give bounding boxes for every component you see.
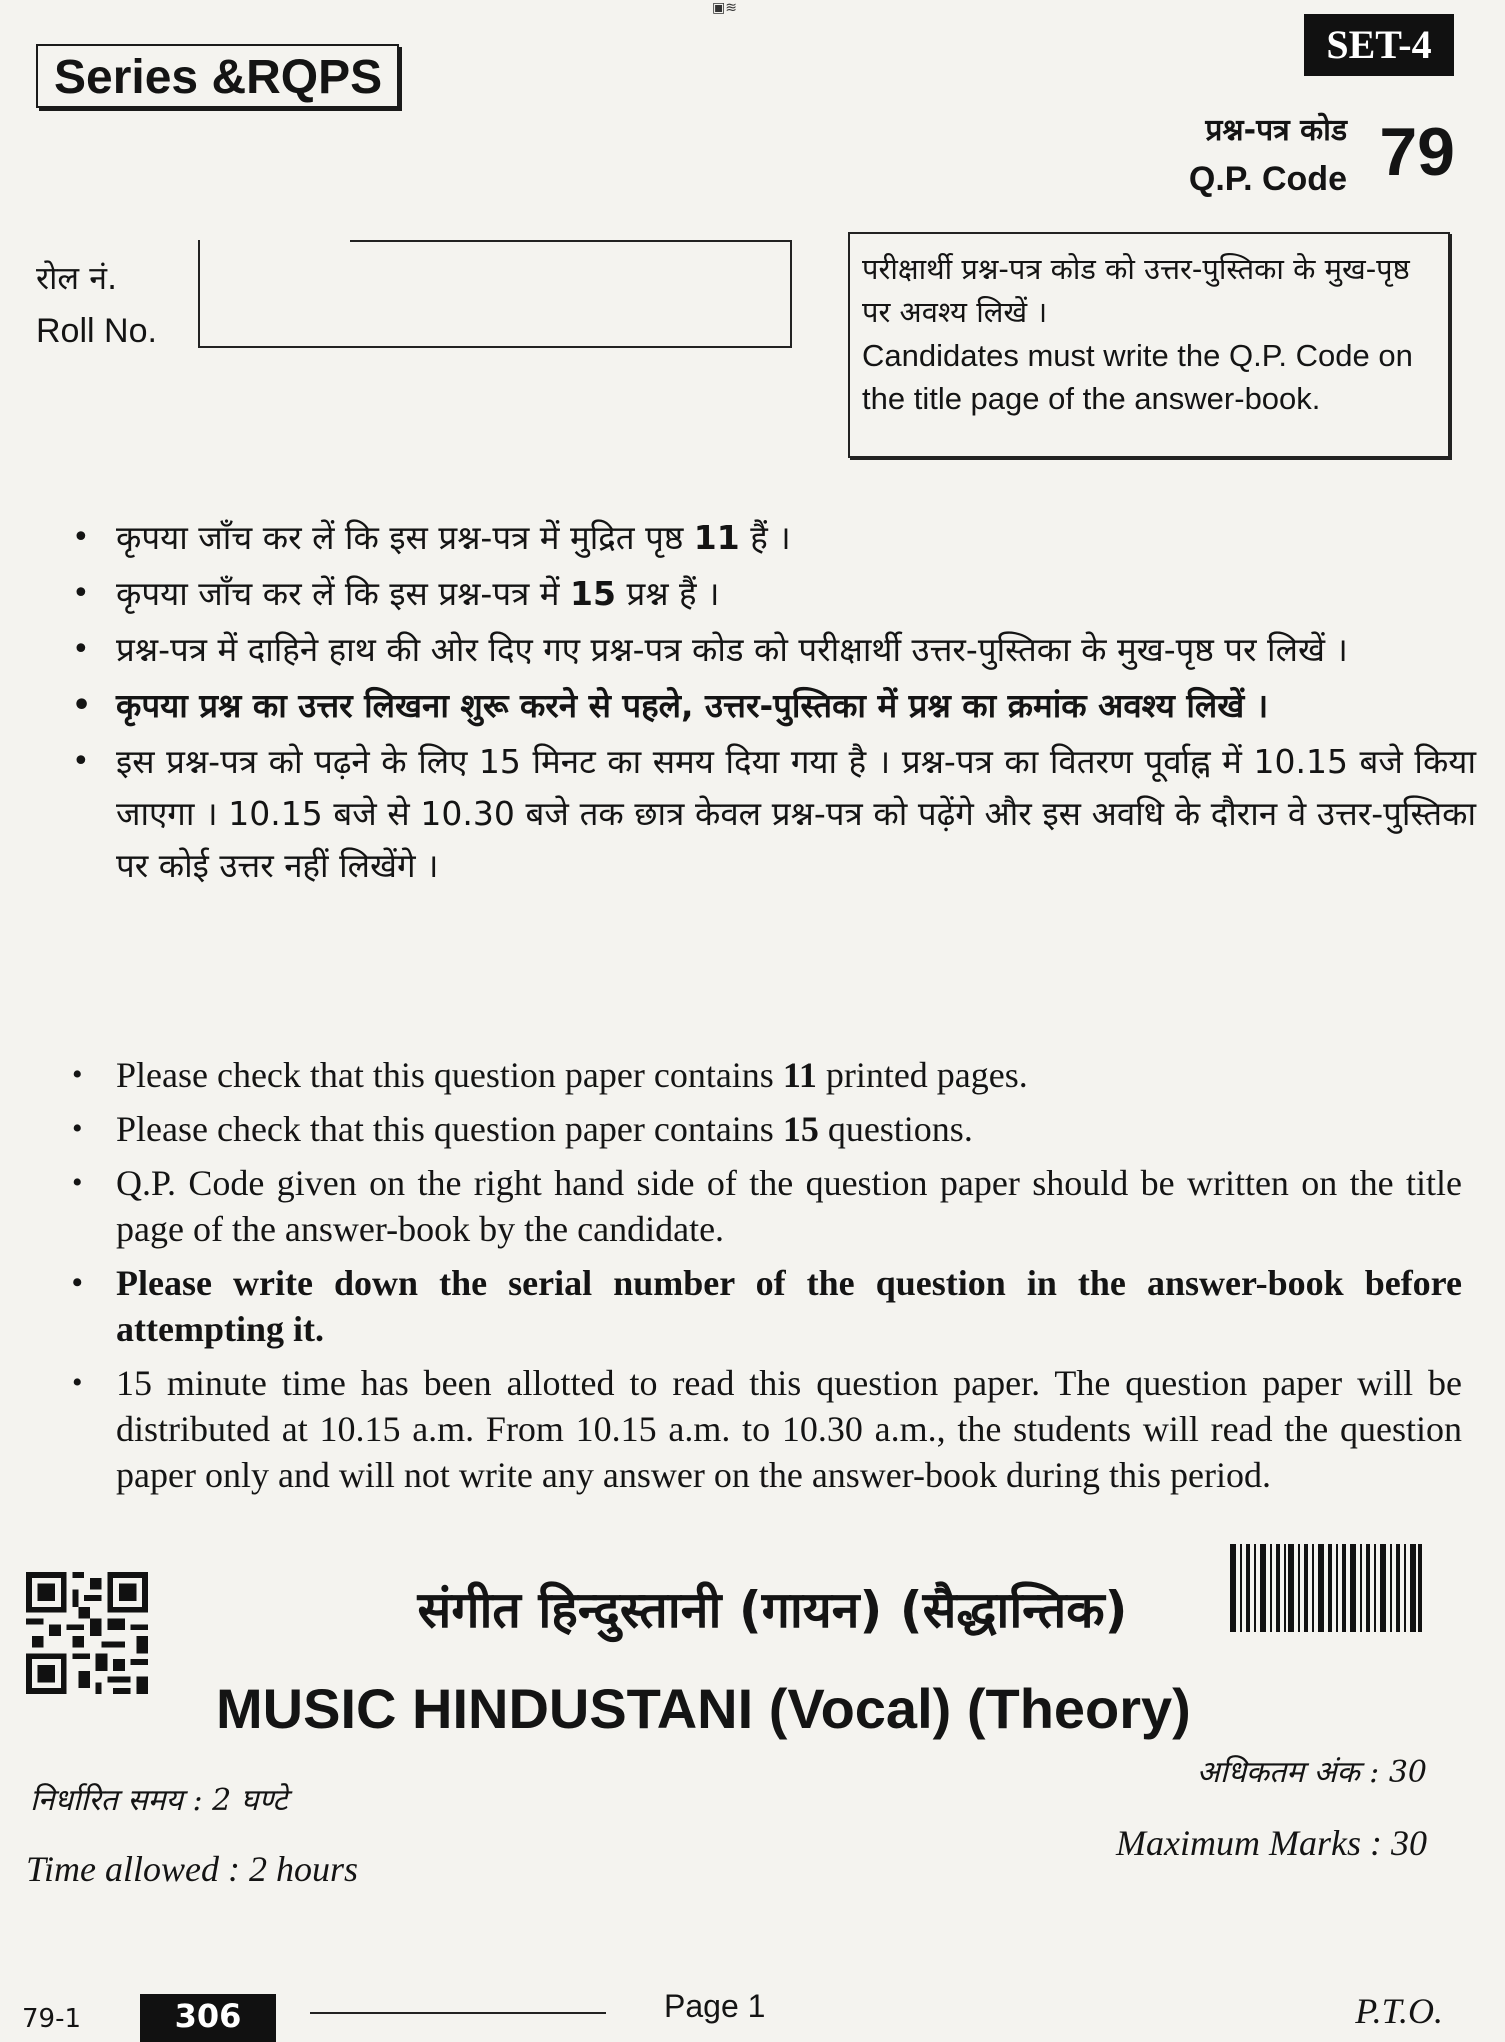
series-label: Series &RQPS: [36, 44, 399, 108]
footer-code-badge: 306: [140, 1994, 276, 2042]
instruction-item: • Q.P. Code given on the right hand side of the question paper should be written on the title page of the answer-book by the candidate.: [116, 1160, 1462, 1252]
roll-label: Roll No.: [36, 312, 157, 350]
maximum-marks-hindi: अधिकतम अंक : 30: [1196, 1755, 1427, 1790]
maximum-marks: Maximum Marks : 30: [1116, 1823, 1427, 1863]
footer-divider: [310, 2012, 606, 2014]
page-number: Page 1: [664, 1988, 766, 2024]
qp-code-label: Q.P. Code: [1188, 160, 1347, 198]
qp-code-note-box: [848, 232, 1450, 458]
subject-title: MUSIC HINDUSTANI (Vocal) (Theory): [216, 1677, 1191, 1740]
instruction-item: • Please write down the serial number of the question in the answer-book before attempting it.: [116, 1260, 1462, 1352]
instruction-item: • इस प्रश्न-पत्र को पढ़ने के लिए 15 मिनट का समय दिया गया है । प्रश्न-पत्र का वितरण पूर्वाह्न में 10.15 बजे किया जाएगा । 10.15 बजे से 10.30 बजे तक छात्र केवल प्रश्न-पत्र को पढ़ेंगे और इस अवधि के दौरान वे उत्तर-पुस्तिका पर कोई उत्तर नहीं लिखेंगे ।: [116, 736, 1476, 892]
qp-code-label-hindi: प्रश्न-पत्र कोड: [1205, 113, 1347, 148]
note-hindi: परीक्षार्थी प्रश्न-पत्र कोड को उत्तर-पुस्तिका के मुख-पृष्ठ पर अवश्य लिखें ।: [862, 252, 1410, 329]
instruction-item: • कृपया जाँच कर लें कि इस प्रश्न-पत्र में 15 प्रश्न हैं ।: [116, 568, 1476, 620]
instructions-english: [70, 1052, 1462, 1506]
time-allowed: Time allowed : 2 hours: [26, 1849, 359, 1889]
footer-paper-code: 79-1: [22, 2004, 82, 2034]
instruction-item: • प्रश्न-पत्र में दाहिने हाथ की ओर दिए गए प्रश्न-पत्र कोड को परीक्षार्थी उत्तर-पुस्तिका के मुख-पृष्ठ पर लिखें ।: [116, 624, 1476, 676]
subject-title-hindi: संगीत हिन्दुस्तानी (गायन) (सैद्धान्तिक): [417, 1581, 1128, 1639]
set-badge: SET-4: [1304, 14, 1454, 76]
roll-label-hindi: रोल नं.: [36, 259, 118, 297]
qp-code-number: 79: [1379, 114, 1455, 190]
instruction-item: • कृपया प्रश्न का उत्तर लिखना शुरू करने से पहले, उत्तर-पुस्तिका में प्रश्न का क्रमांक अवश्य लिखें ।: [116, 680, 1476, 732]
top-print-mark: ▣≋: [712, 0, 737, 16]
instruction-item: • Please check that this question paper contains 11 printed pages.: [116, 1052, 1462, 1098]
instruction-item: • कृपया जाँच कर लें कि इस प्रश्न-पत्र में मुद्रित पृष्ठ 11 हैं ।: [116, 512, 1476, 564]
pto-label: P.T.O.: [1355, 1991, 1443, 2031]
instruction-item: • Please check that this question paper contains 15 questions.: [116, 1106, 1462, 1152]
instructions-hindi: [70, 512, 1476, 896]
roll-number-box: [198, 240, 792, 348]
note-english: Candidates must write the Q.P. Code on the title page of the answer-book.: [862, 338, 1413, 416]
time-allowed-hindi: निर्धारित समय : 2 घण्टे: [30, 1783, 288, 1818]
instruction-item: • 15 minute time has been allotted to read this question paper. The question paper will be distributed at 10.15 a.m. From 10.15 a.m. to 10.30 a.m., the students will read the question paper only and will not write any answer on the answer-book during this period.: [116, 1360, 1462, 1498]
